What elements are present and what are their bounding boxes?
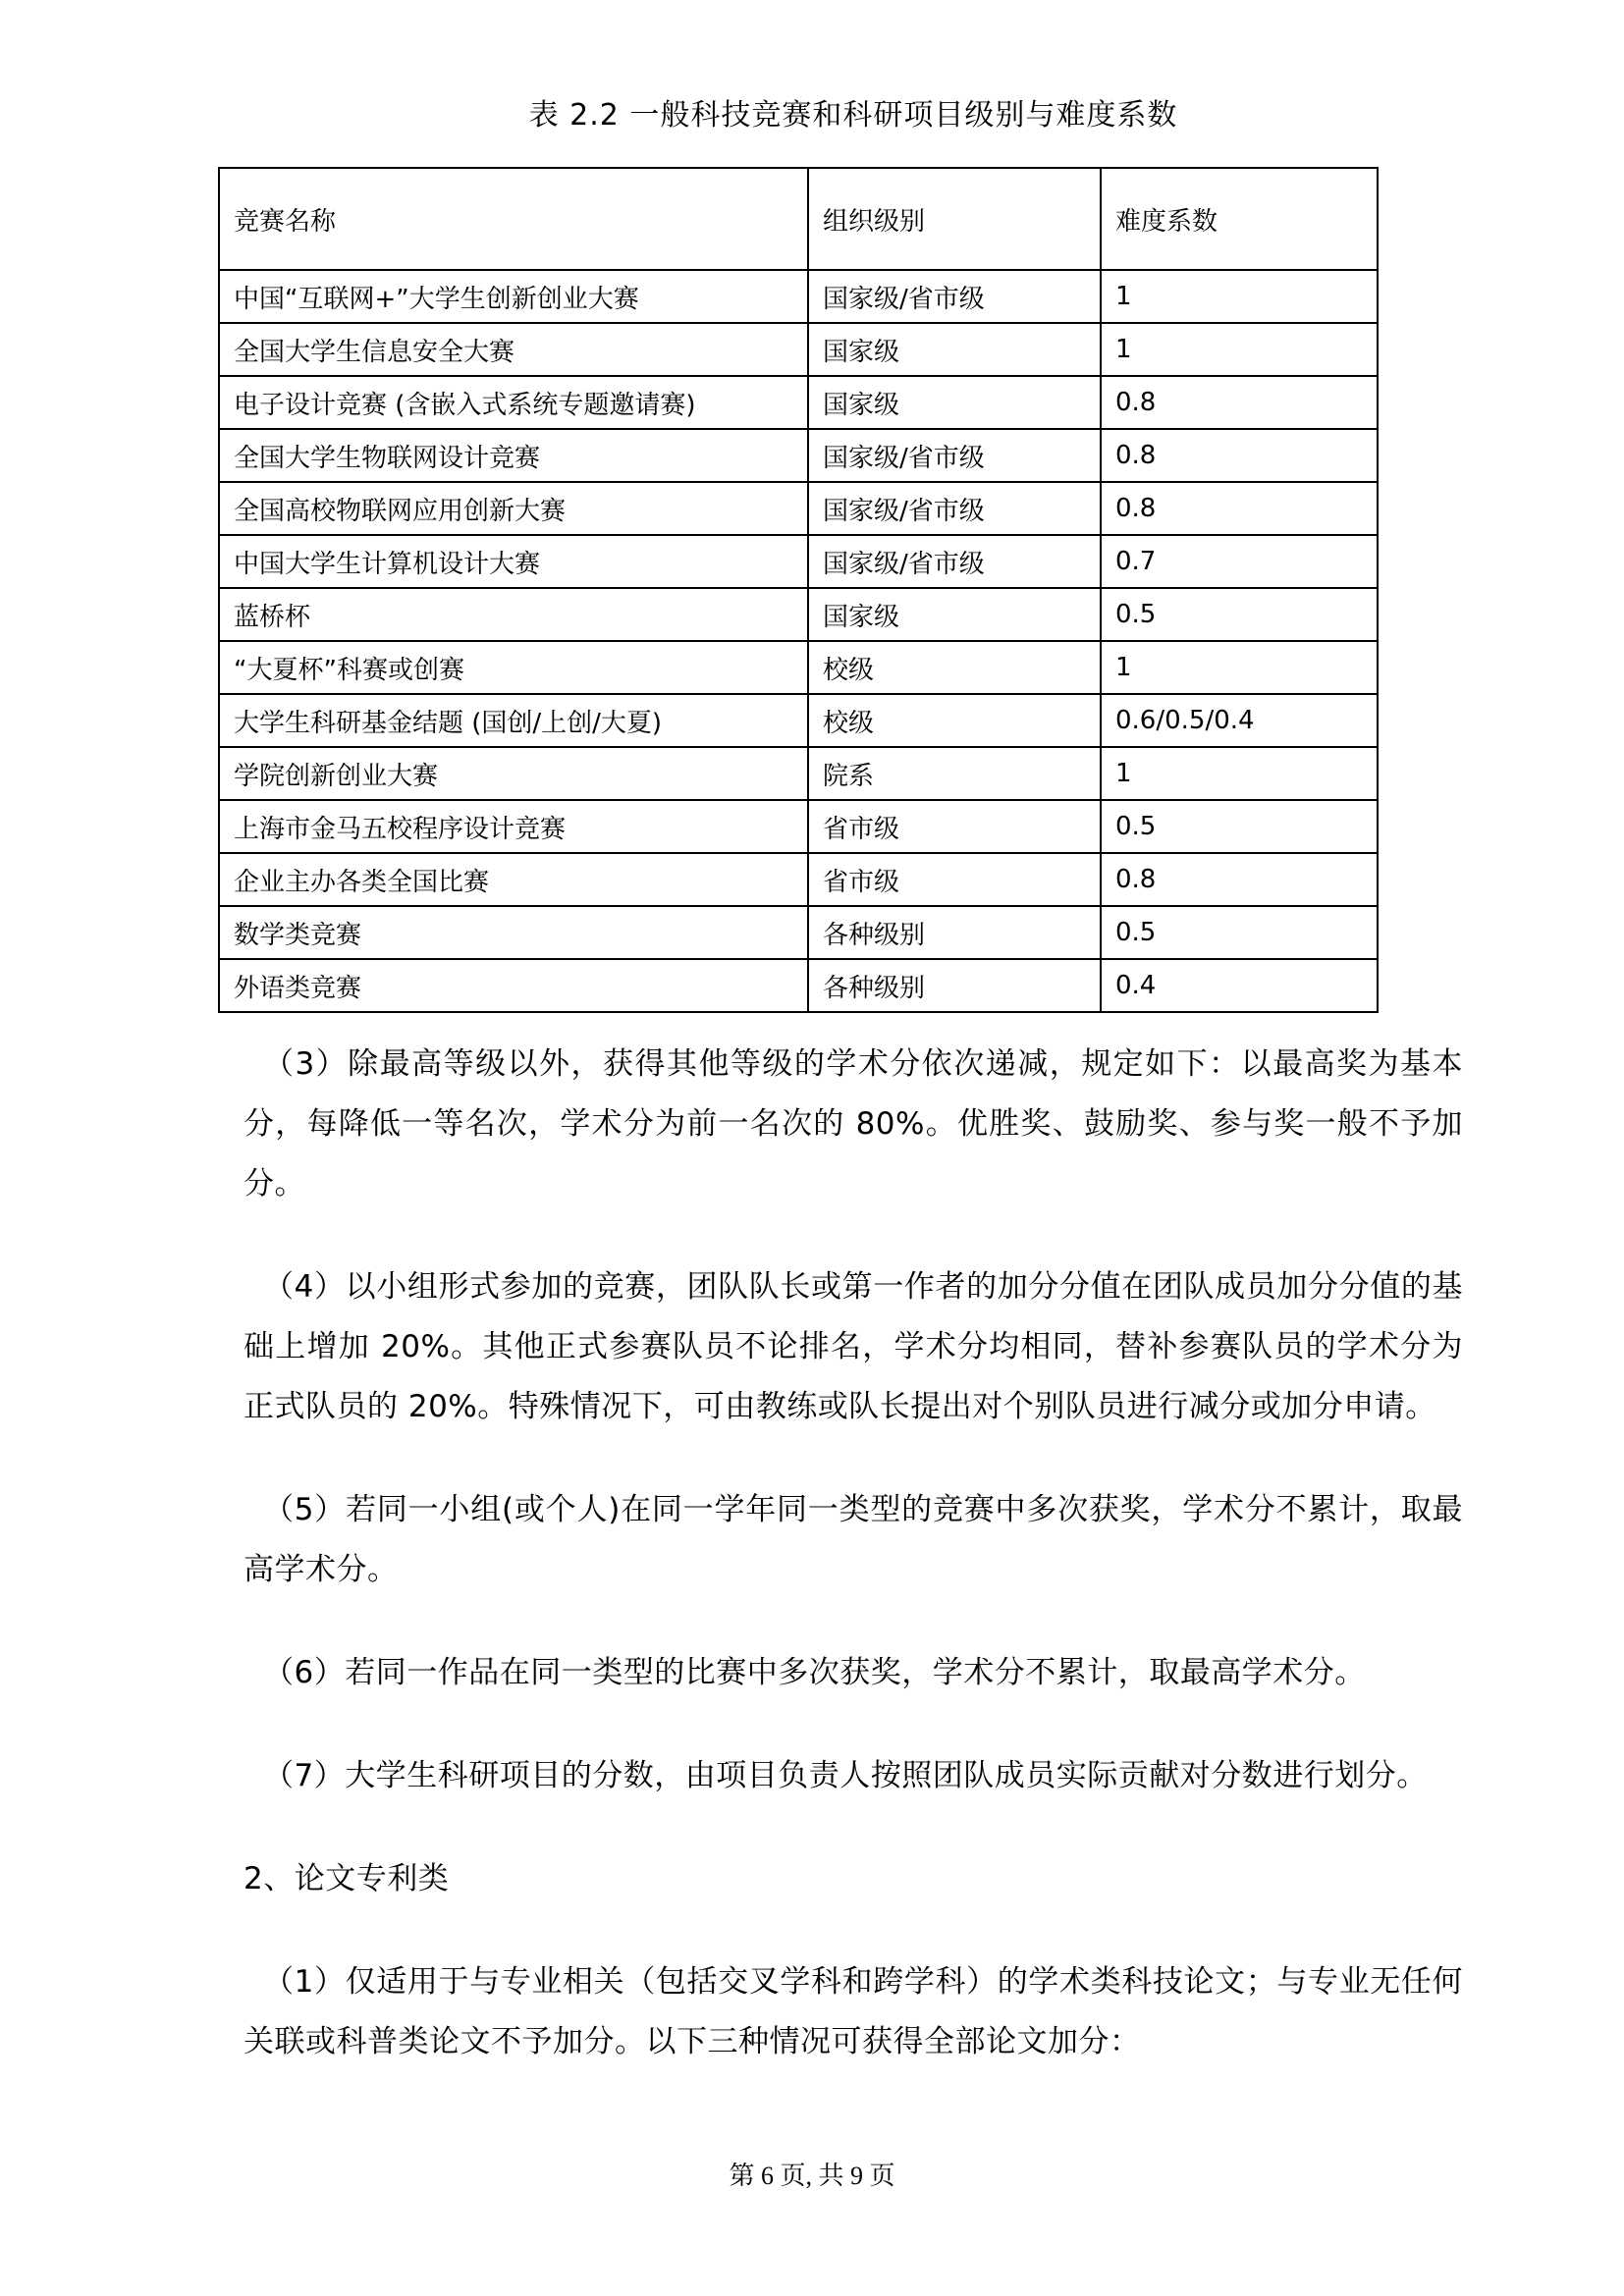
difficulty-coefficient-cell: 0.6/0.5/0.4	[1101, 694, 1378, 747]
difficulty-coefficient-cell: 0.8	[1101, 376, 1378, 429]
paragraph-7: （7）大学生科研项目的分数，由项目负责人按照团队成员实际贡献对分数进行划分。	[263, 1758, 1428, 1793]
difficulty-coefficient-cell: 1	[1101, 270, 1378, 323]
difficulty-coefficient-cell: 1	[1101, 747, 1378, 800]
col-header-competition-name: 竞赛名称	[219, 168, 808, 270]
paragraph-3: （3）除最高等级以外，获得其他等级的学术分依次递减，规定如下：以最高奖为基本分，每降低一等名次，学术分为前一名次的 80%。优胜奖、鼓励奖、参与奖一般不予加分。	[244, 1046, 1463, 1201]
difficulty-coefficient-cell: 0.8	[1101, 429, 1378, 482]
competition-name-cell: 全国大学生信息安全大赛	[219, 323, 808, 376]
difficulty-coefficient-cell: 0.8	[1101, 853, 1378, 906]
competition-name-cell: 数学类竞赛	[219, 906, 808, 959]
table-row	[219, 694, 1378, 747]
col-header-organization-level: 组织级别	[808, 168, 1101, 270]
competition-name-cell: 上海市金马五校程序设计竞赛	[219, 800, 808, 853]
paragraph-6: （6）若同一作品在同一类型的比赛中多次获奖，学术分不累计，取最高学术分。	[263, 1655, 1366, 1690]
document-page	[234, 0, 1463, 2115]
organization-level-cell: 国家级	[808, 588, 1101, 641]
organization-level-cell: 国家级	[808, 323, 1101, 376]
organization-level-cell: 国家级/省市级	[808, 429, 1101, 482]
organization-level-cell: 国家级/省市级	[808, 535, 1101, 588]
table-row	[219, 482, 1378, 535]
competition-name-cell: 蓝桥杯	[219, 588, 808, 641]
difficulty-coefficient-cell: 1	[1101, 641, 1378, 694]
organization-level-cell: 院系	[808, 747, 1101, 800]
table-row	[219, 853, 1378, 906]
section-2-heading: 2、论文专利类	[244, 1861, 450, 1896]
competition-name-cell: 外语类竞赛	[219, 959, 808, 1012]
organization-level-cell: 国家级	[808, 376, 1101, 429]
difficulty-coefficient-cell: 1	[1101, 323, 1378, 376]
paragraph-4: （4）以小组形式参加的竞赛，团队队长或第一作者的加分分值在团队成员加分分值的基础上增加 20%。其他正式参赛队员不论排名，学术分均相同，替补参赛队员的学术分为正式队员的 20%。特殊情况下，可由教练或队长提出对个别队员进行减分或加分申请。	[244, 1269, 1463, 1424]
table-row	[219, 270, 1378, 323]
difficulty-coefficient-cell: 0.7	[1101, 535, 1378, 588]
table-row	[219, 535, 1378, 588]
organization-level-cell: 省市级	[808, 800, 1101, 853]
difficulty-coefficient-cell: 0.5	[1101, 800, 1378, 853]
difficulty-coefficient-cell: 0.5	[1101, 588, 1378, 641]
competition-name-cell: 中国大学生计算机设计大赛	[219, 535, 808, 588]
organization-level-cell: 国家级/省市级	[808, 270, 1101, 323]
col-header-difficulty-coefficient: 难度系数	[1101, 168, 1378, 270]
competition-name-cell: 电子设计竞赛 (含嵌入式系统专题邀请赛)	[219, 376, 808, 429]
competition-name-cell: 中国“互联网+”大学生创新创业大赛	[219, 270, 808, 323]
table-row	[219, 588, 1378, 641]
table-caption: 表 2.2 一般科技竞赛和科研项目级别与难度系数	[528, 98, 1178, 133]
table-row	[219, 323, 1378, 376]
organization-level-cell: 校级	[808, 641, 1101, 694]
table-row	[219, 906, 1378, 959]
table-row	[219, 376, 1378, 429]
competition-name-cell: 大学生科研基金结题 (国创/上创/大夏)	[219, 694, 808, 747]
body-text	[244, 1035, 1463, 2072]
table-row	[219, 429, 1378, 482]
organization-level-cell: 国家级/省市级	[808, 482, 1101, 535]
competition-name-cell: 学院创新创业大赛	[219, 747, 808, 800]
difficulty-coefficient-cell: 0.8	[1101, 482, 1378, 535]
organization-level-cell: 各种级别	[808, 906, 1101, 959]
table-row	[219, 641, 1378, 694]
table-row	[219, 800, 1378, 853]
competition-name-cell: “大夏杯”科赛或创赛	[219, 641, 808, 694]
competition-name-cell: 全国高校物联网应用创新大赛	[219, 482, 808, 535]
table-row	[219, 959, 1378, 1012]
competition-name-cell: 全国大学生物联网设计竞赛	[219, 429, 808, 482]
competition-table	[218, 167, 1379, 1013]
page-footer: 第 6 页, 共 9 页	[729, 2162, 895, 2190]
organization-level-cell: 校级	[808, 694, 1101, 747]
competition-name-cell: 企业主办各类全国比赛	[219, 853, 808, 906]
organization-level-cell: 省市级	[808, 853, 1101, 906]
paragraph-5: （5）若同一小组(或个人)在同一学年同一类型的竞赛中多次获奖，学术分不累计，取最高学术分。	[244, 1492, 1463, 1587]
table-header-row	[219, 168, 1378, 270]
difficulty-coefficient-cell: 0.4	[1101, 959, 1378, 1012]
section-2-paragraph-1: （1）仅适用于与专业相关（包括交叉学科和跨学科）的学术类科技论文；与专业无任何关联或科普类论文不予加分。以下三种情况可获得全部论文加分：	[244, 1964, 1463, 2059]
organization-level-cell: 各种级别	[808, 959, 1101, 1012]
difficulty-coefficient-cell: 0.5	[1101, 906, 1378, 959]
table-row	[219, 747, 1378, 800]
